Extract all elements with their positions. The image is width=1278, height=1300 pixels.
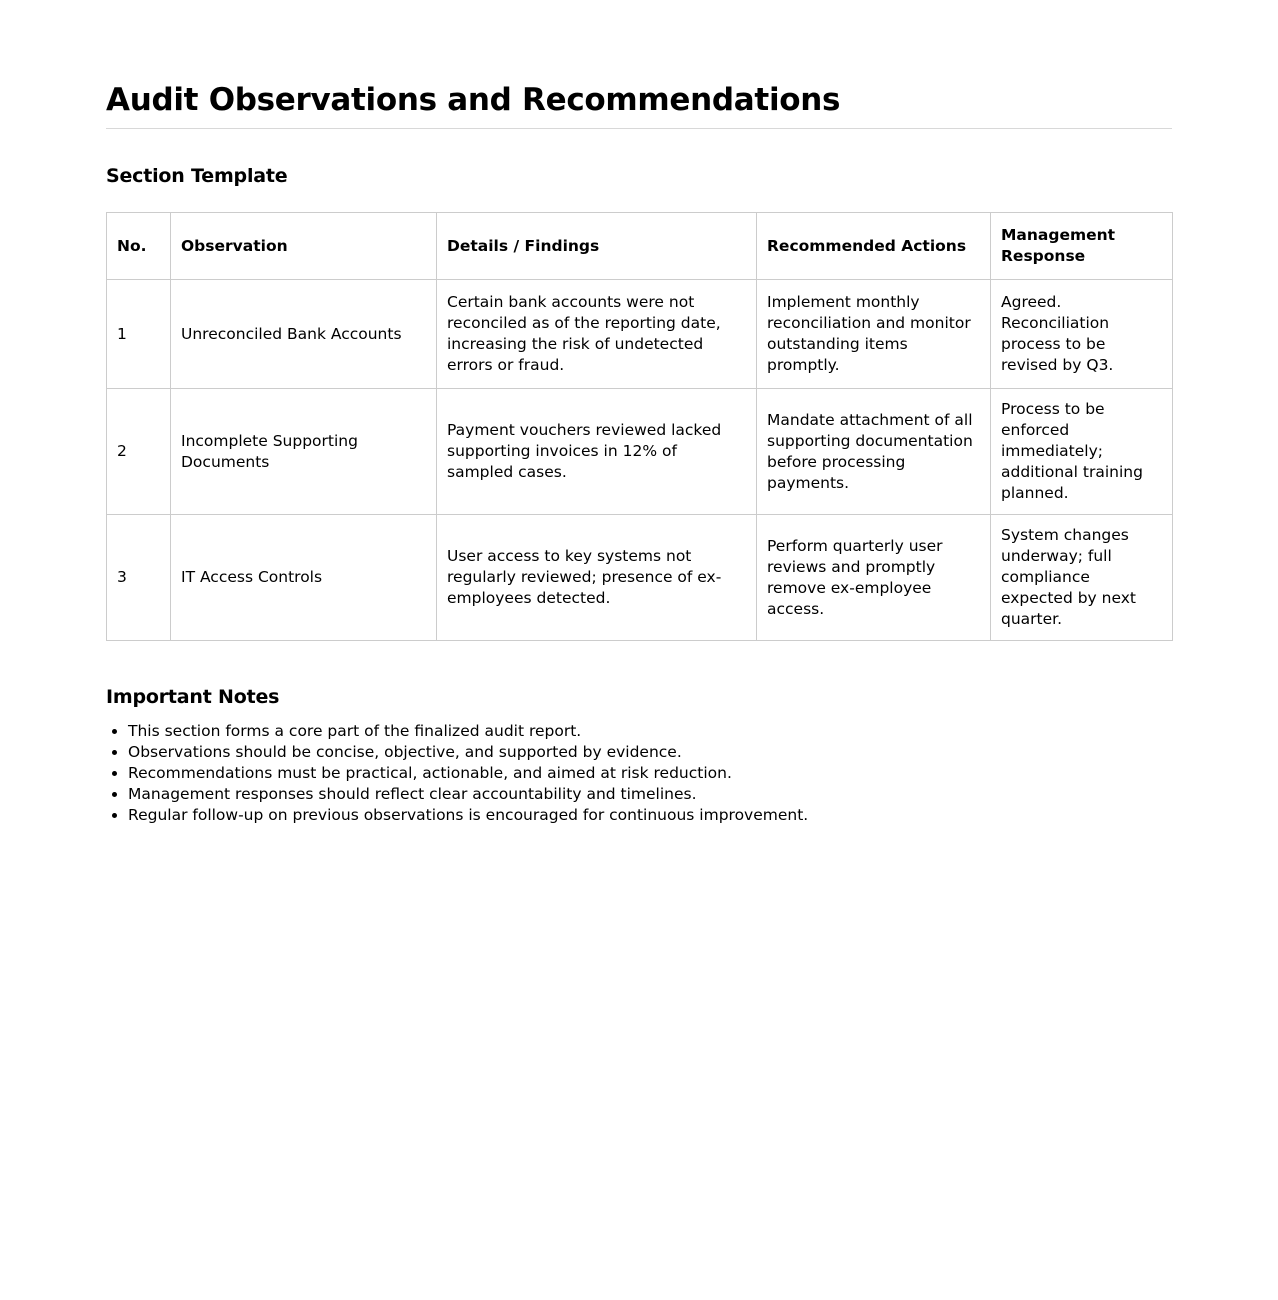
header-response: Management Response (991, 213, 1173, 280)
header-details: Details / Findings (437, 213, 757, 280)
page-title: Audit Observations and Recommendations (106, 80, 1172, 129)
table-row (107, 515, 1173, 641)
cell-actions: Perform quarterly user reviews and promptly remove ex-employee access. (757, 515, 991, 641)
cell-response: Agreed. Reconciliation process to be revised by Q3. (991, 280, 1173, 389)
cell-no: 2 (107, 389, 171, 515)
list-item: • Regular follow-up on previous observations is encouraged for continuous improvement. (128, 805, 1172, 826)
header-no: No. (107, 213, 171, 280)
list-item: • Management responses should reflect clear accountability and timelines. (128, 784, 1172, 805)
notes-heading: Important Notes (106, 686, 280, 708)
table-row (107, 389, 1173, 515)
cell-details: Payment vouchers reviewed lacked supporting invoices in 12% of sampled cases. (437, 389, 757, 515)
cell-observation: Unreconciled Bank Accounts (171, 280, 437, 389)
observations-table (106, 212, 1173, 641)
notes-list (106, 721, 1172, 826)
cell-details: User access to key systems not regularly reviewed; presence of ex-employees detected. (437, 515, 757, 641)
section-heading: Section Template (106, 165, 288, 187)
cell-observation: Incomplete Supporting Documents (171, 389, 437, 515)
cell-response: System changes underway; full compliance expected by next quarter. (991, 515, 1173, 641)
table-header-row (107, 213, 1173, 280)
cell-no: 3 (107, 515, 171, 641)
header-observation: Observation (171, 213, 437, 280)
list-item: • Observations should be concise, objective, and supported by evidence. (128, 742, 1172, 763)
table-row (107, 280, 1173, 389)
cell-actions: Mandate attachment of all supporting documentation before processing payments. (757, 389, 991, 515)
cell-observation: IT Access Controls (171, 515, 437, 641)
cell-actions: Implement monthly reconciliation and monitor outstanding items promptly. (757, 280, 991, 389)
cell-response: Process to be enforced immediately; additional training planned. (991, 389, 1173, 515)
document-page (106, 0, 1172, 826)
header-actions: Recommended Actions (757, 213, 991, 280)
cell-details: Certain bank accounts were not reconciled as of the reporting date, increasing the risk of undetected errors or fraud. (437, 280, 757, 389)
cell-no: 1 (107, 280, 171, 389)
list-item: • This section forms a core part of the finalized audit report. (128, 721, 1172, 742)
list-item: • Recommendations must be practical, actionable, and aimed at risk reduction. (128, 763, 1172, 784)
